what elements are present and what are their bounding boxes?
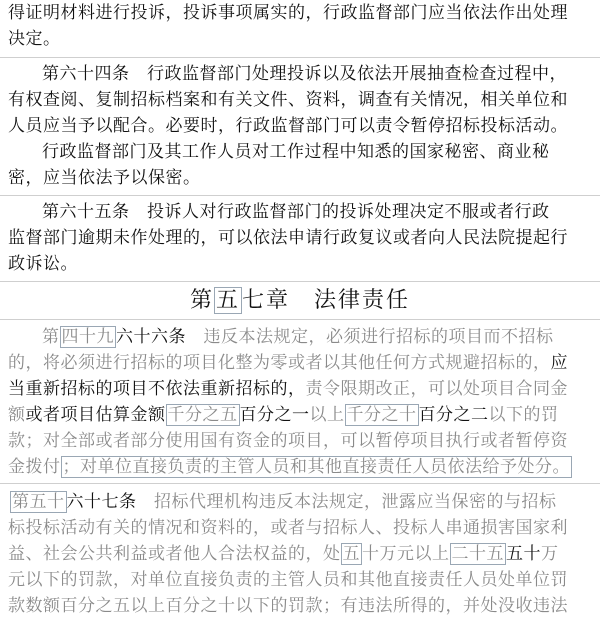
- text-line: 密，应当依法予以保密。: [8, 168, 201, 188]
- text-line: [8, 350, 594, 376]
- text-run-boxed: ；对单位直接负责的主管人员和其他直接责任人员依法给予处分。: [62, 457, 570, 477]
- text-run: 的，将必须进行招标的项目化整为零或者以其他任何方式规避招标的，: [8, 353, 551, 373]
- deleted-text: 五: [342, 544, 360, 564]
- text-run: 额: [8, 405, 26, 425]
- chapter-number: 七: [241, 288, 266, 313]
- text-line: 款；对全部或者部分使用国有资金的项目，可以暂停项目执行或者暂停资: [8, 431, 568, 451]
- text-line: 款数额百分之五以上百分之十以下的罚款；有违法所得的，并处没收违法: [8, 596, 568, 616]
- text-line: [8, 489, 594, 515]
- paragraph-continuation: [0, 0, 600, 58]
- text-run: 责令限期改正，可以处项目合同金: [305, 379, 568, 399]
- text-run: 应: [550, 353, 568, 373]
- text-run: 或者项目估算金额: [25, 405, 166, 425]
- text-line: [8, 541, 594, 567]
- text-run: 益、社会公共利益或者他人合法权益的，处: [8, 544, 341, 564]
- text-run: 以下的罚: [488, 405, 559, 425]
- text-line: 第六十四条 行政监督部门处理投诉以及依法开展抽查检查过程中，: [42, 64, 567, 84]
- text-run: 金拨付: [8, 457, 61, 477]
- text-run: 当重新招标的项目不依法重新招标的，: [8, 379, 306, 399]
- text-line: 元以下的罚款，对单位直接负责的主管人员和其他直接责任人员处单位罚: [8, 570, 568, 590]
- text-run: 十万元以上: [362, 544, 450, 564]
- text-line: 监督部门逾期未作处理的，可以依法申请行政复议或者向人民法院提起行: [8, 228, 568, 248]
- inserted-text: 百分之二: [418, 405, 489, 425]
- text-line: 有权查阅、复制招标档案和有关文件、资料，调查有关情况，相关单位和: [8, 90, 568, 110]
- text-line: [8, 324, 594, 350]
- text-line: [8, 376, 594, 402]
- chapter-prefix: 第: [189, 288, 214, 313]
- text-line: 人员应当予以配合。必要时，行政监督部门可以责令暂停招标投标活动。: [8, 116, 568, 136]
- deleted-text: 第五十: [12, 492, 65, 512]
- inserted-text: 六十六条: [116, 327, 186, 347]
- text-run: 违反本法规定，必须进行招标的项目而不招标: [186, 327, 554, 347]
- article-65: [0, 197, 600, 282]
- text-line: 决定。: [8, 29, 61, 49]
- text-line: [8, 454, 594, 480]
- deleted-chapter-number: 五: [215, 288, 240, 313]
- text-run: 第: [42, 327, 60, 347]
- text-line: [8, 402, 594, 428]
- article-66: [0, 320, 600, 484]
- article-67: [0, 485, 600, 625]
- article-64: [0, 59, 600, 196]
- text-line: 标投标活动有关的情况和资料的，或者与招标人、投标人串通损害国家利: [8, 518, 568, 538]
- inserted-text: 六十七条: [66, 492, 137, 512]
- text-run: 万: [541, 544, 559, 564]
- inserted-text: 五十: [506, 544, 541, 564]
- text-run: 招标代理机构违反本法规定，泄露应当保密的与招标: [136, 492, 557, 512]
- inserted-text: 百分之一: [239, 405, 310, 425]
- deleted-text: 千分之五: [167, 405, 238, 425]
- deleted-text: 四十九: [61, 327, 114, 347]
- text-run: 以上: [309, 405, 345, 425]
- chapter-suffix: 章: [266, 288, 291, 313]
- chapter-heading: [0, 283, 600, 320]
- text-line: 得证明材料进行投诉，投诉事项属实的，行政监督部门应当依法作出处理: [8, 3, 568, 23]
- text-line: 行政监督部门及其工作人员对工作过程中知悉的国家秘密、商业秘: [42, 142, 550, 162]
- text-line: 政诉讼。: [8, 254, 78, 274]
- deleted-text: 二十五: [451, 544, 504, 564]
- chapter-title: 法律责任: [314, 288, 411, 313]
- deleted-text: 千分之十: [346, 405, 417, 425]
- text-line: 第六十五条 投诉人对行政监督部门的投诉处理决定不服或者行政: [42, 202, 550, 222]
